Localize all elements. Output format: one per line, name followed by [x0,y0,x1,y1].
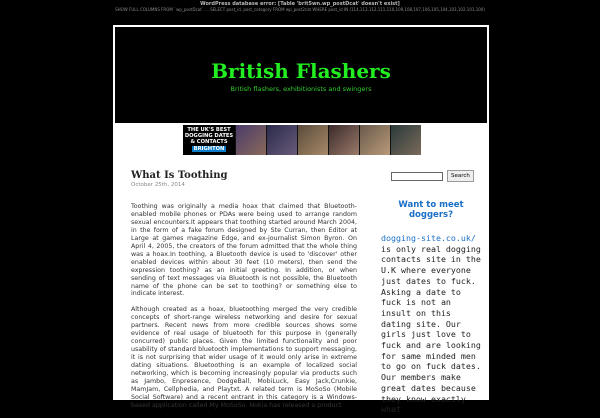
post-body [131,203,357,410]
widget-title-line1: Want to meet [398,200,464,210]
database-error-title: WordPress database error: [Table 'brit5wn.wp_postDcat' doesn't exist] [200,1,400,7]
site-description: British flashers, exhibitionists and swingers [230,85,372,93]
banner-line2: DOGGING DATES [184,133,234,139]
widget-title-line2: doggers? [408,210,454,220]
banner-photo-3 [298,125,328,155]
banner-badge: BRIGHTON [193,146,225,152]
post-paragraph: Although created as a hoax, bluetoothing merged the very credible concepts of short-range wireless networking and desire for sexual partners. Recent news from more credible sources shows some evidence of real usage of bluetooth for this purpose in (generally concurred) public places. Given the limited functionality and poor usability of standard bluetooth implementations to support messaging, it is not surprising that wider usage of it would only arise in extreme dating situations. Bluetoothing is an example of localized social networking, which is becoming increasingly popular via products such as Jambo, Enpresence, DodgeBall, MobiLuck, Easy Jack,Crunkie, MamJam, Cellphedia, and Playtxt. A related term is MoSoSo (Mobile Social Software) and a recent entrant in this category is a Windows-based application called My MoSoSo. Nokia has released a product [131,306,357,409]
banner-photo-5 [360,125,390,155]
database-error-query: SHOW FULL COLUMNS FROM `wp_postDcat` ... SELECT post_id, post_category FROM wp_post2cat WHERE post_id IN (114,113,112,111,110,109,108,107,106,105,104,103,102,101,100) [115,7,485,12]
post-paragraph: Toothing was originally a media hoax that claimed that Bluetooth-enabled mobile phones or PDAs were being used to arrange random sexual encounters.It appears that toothing started around March 2004, in the form of a fake forum designed by Ste Curran, then Editor at Large at games magazine Edge, and ex-journalist Simon Byron. On April 4, 2005, the creators of the forum admitted that the whole thing was a hoax.In toothing, a Bluetooth device is used to 'discover' other enabled devices within about 30 feet (10 meters), then send the expression toothing? as an initial greeting. In addition, or when sending of text messages via Bluetooth is not possible, the Bluetooth name of the phone can be set to toothing? or something else to indicate interest. [131,203,357,298]
database-error [0,0,600,13]
banner-photo-2 [267,125,297,155]
post-title[interactable]: What Is Toothing [131,170,228,181]
page-container [113,25,489,415]
banner-photo-4 [329,125,359,155]
main-content [131,170,357,418]
site-title[interactable]: British Flashers [211,59,391,83]
widget-text [381,233,481,415]
post-date: October 25th, 2014 [131,182,185,188]
widget-title [381,200,481,220]
banner-line3: & CONTACTS [190,139,228,145]
search-button[interactable]: Search [447,170,474,182]
site-header [115,27,487,123]
banner-line1: THE UK'S BEST [187,127,231,133]
search-form [391,170,481,182]
widget-body-text: is only real dogging contacts site in the U.K where everyone just dates to fuck. Asking a date to fuck is not an insult on this dating site. Our girls just love to fuck and are looking for same minded men to go on fuck dates. Our members make great dates because they know exactly what [381,243,481,415]
dogging-banner-ad[interactable] [183,125,421,155]
banner-text [183,125,235,155]
banner-photo-6 [391,125,421,155]
search-input[interactable] [391,172,443,181]
sidebar [381,170,481,415]
banner-photo-1 [236,125,266,155]
dogging-site-link[interactable]: dogging-site.co.uk/ [381,233,476,243]
